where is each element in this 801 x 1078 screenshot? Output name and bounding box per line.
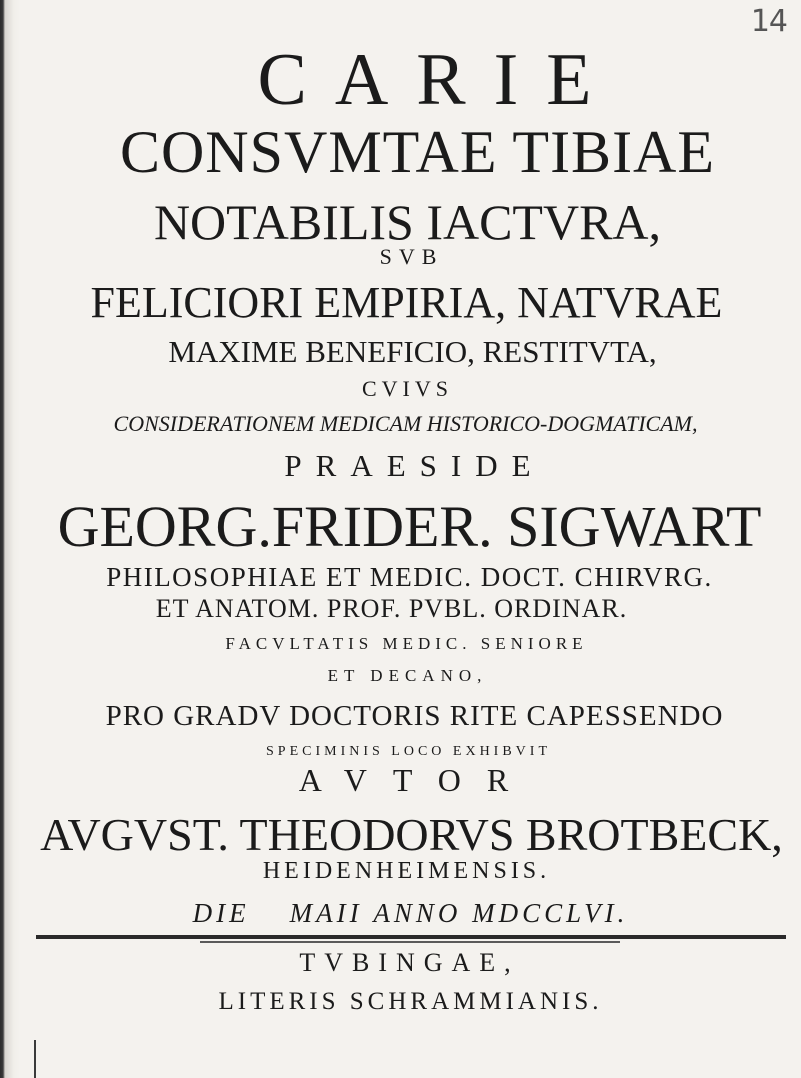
autor-origin: HEIDENHEIMENSIS.	[262, 858, 551, 884]
imprint-rule-thin	[200, 941, 620, 943]
specimen-line: SPECIMINIS LOCO EXHIBVIT	[266, 744, 551, 759]
date-day: DIE	[192, 898, 250, 928]
praeses-title-2: ET ANATOM. PROF. PVBL. ORDINAR.	[155, 594, 628, 623]
title-line-4: SVB	[379, 244, 444, 269]
date-month: MAII	[289, 898, 363, 928]
praeside-label: PRAESIDE	[284, 448, 545, 483]
page-number: 14	[750, 4, 787, 39]
praeses-title-4: ET DECANO,	[327, 666, 488, 685]
praeses-name: GEORG.FRIDER. SIGWART	[57, 494, 762, 559]
gutter-mark	[34, 1040, 36, 1078]
title-line-3: NOTABILIS IACTVRA,	[153, 194, 662, 250]
title-line-6: MAXIME BENEFICIO, RESTITVTA,	[168, 334, 657, 369]
title-line-2: CONSVMTAE TIBIAE	[119, 119, 716, 185]
autor-label: AVTOR	[298, 762, 535, 798]
title-line-7: CVIVS	[361, 376, 453, 401]
title-word: CARIE	[257, 39, 620, 121]
date-year: ANNO MDCCLVI.	[373, 898, 629, 928]
purpose-line: PRO GRADV DOCTORIS RITE CAPESSENDO	[105, 700, 724, 732]
date-line	[20, 898, 801, 929]
imprint-rule-thick	[36, 935, 786, 939]
title-line-5: FELICIORI EMPIRIA, NATVRAE	[90, 278, 723, 327]
imprint-city: TVBINGAE,	[299, 948, 520, 977]
title-line-8: CONSIDERATIONEM MEDICAM HISTORICO-DOGMATICAM,	[113, 411, 698, 436]
praeses-title-3: FACVLTATIS MEDIC. SENIORE	[225, 634, 588, 653]
praeses-title-1: PHILOSOPHIAE ET MEDIC. DOCT. CHIRVRG.	[106, 562, 713, 592]
imprint-printer: LITERIS SCHRAMMIANIS.	[218, 988, 603, 1015]
autor-name: AVGVST. THEODORVS BROTBECK,	[40, 809, 783, 860]
book-gutter	[0, 0, 20, 1078]
